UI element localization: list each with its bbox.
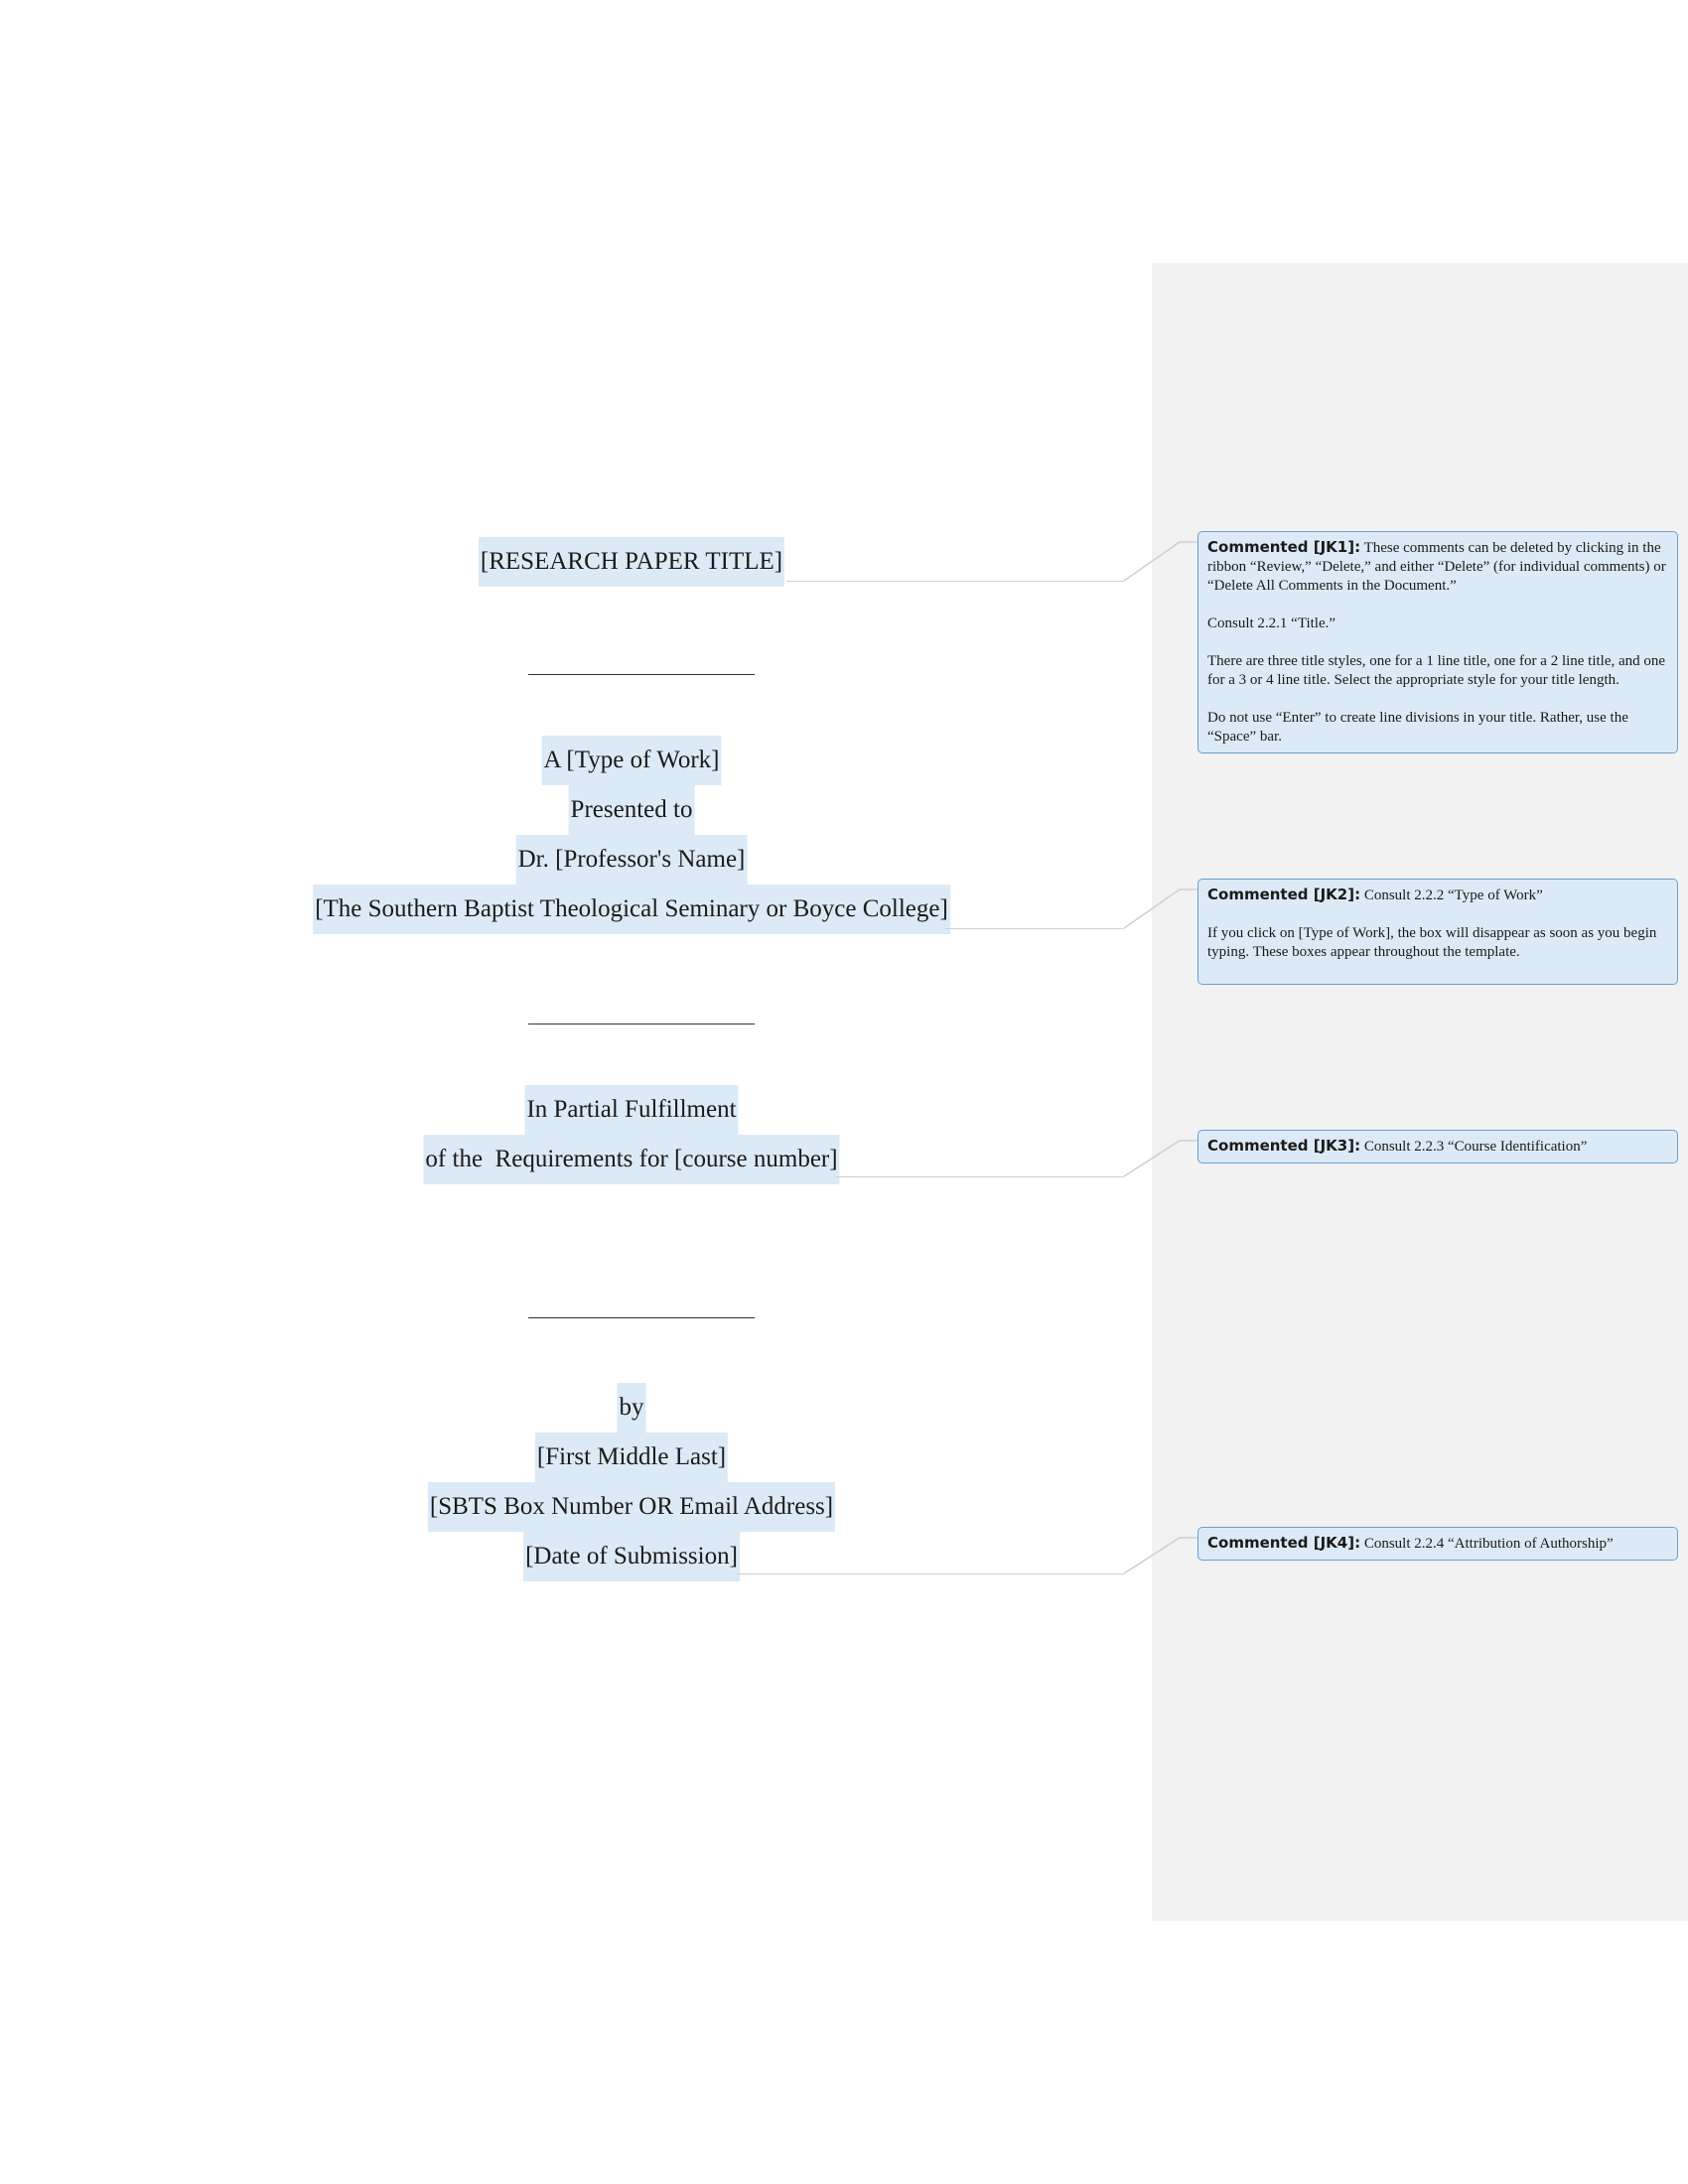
comment-jk1[interactable] xyxy=(1197,531,1678,753)
comment-label: Commented [JK2]: xyxy=(1207,886,1361,903)
comment-label: Commented [JK4]: xyxy=(1207,1534,1361,1552)
comment-text: If you click on [Type of Work], the box will disappear as soon as you begin typing. These boxes appear throughout the template. xyxy=(1207,925,1657,960)
comment-text: Do not use “Enter” to create line divisions in your title. Rather, use the “Space” bar. xyxy=(1207,710,1628,745)
date-placeholder[interactable]: [Date of Submission] xyxy=(523,1532,740,1581)
comment-text: Consult 2.2.1 “Title.” xyxy=(1207,615,1336,631)
title-placeholder[interactable]: [RESEARCH PAPER TITLE] xyxy=(479,537,784,587)
comment-jk2[interactable] xyxy=(1197,879,1678,985)
type-of-work-placeholder[interactable]: A [Type of Work] xyxy=(542,736,722,785)
comment-label: Commented [JK3]: xyxy=(1207,1137,1361,1155)
comment-text: Consult 2.2.2 “Type of Work” xyxy=(1360,887,1543,903)
requirements-prefix: of the Requirements for xyxy=(425,1146,675,1172)
box-or-email-placeholder[interactable]: [SBTS Box Number OR Email Address] xyxy=(428,1482,835,1532)
by-text: by xyxy=(618,1383,646,1433)
partial-fulfillment-text: In Partial Fulfillment xyxy=(524,1085,738,1135)
comment-text: Consult 2.2.3 “Course Identification” xyxy=(1360,1139,1588,1155)
comment-jk3[interactable] xyxy=(1197,1130,1678,1163)
presented-to-text: Presented to xyxy=(569,785,695,835)
comment-text: These comments can be deleted by clicking in the ribbon “Review,” “Delete,” and either “Delete” (for individual comments) or “Delete All Comments in the Document.” xyxy=(1207,540,1666,594)
comment-text: Consult 2.2.4 “Attribution of Authorship” xyxy=(1360,1536,1614,1552)
comment-label: Commented [JK1]: xyxy=(1207,538,1361,556)
institution-placeholder[interactable]: [The Southern Baptist Theological Seminary or Boyce College] xyxy=(313,885,950,934)
comment-jk4[interactable] xyxy=(1197,1527,1678,1561)
professor-placeholder[interactable]: Dr. [Professor's Name] xyxy=(516,835,748,885)
author-name-placeholder[interactable]: [First Middle Last] xyxy=(535,1433,728,1482)
comment-text: There are three title styles, one for a 1 line title, one for a 2 line title, and one for a 3 or 4 line title. Select the appropriate style for your title length. xyxy=(1207,653,1666,688)
course-number-placeholder[interactable]: [course number] xyxy=(674,1146,838,1172)
